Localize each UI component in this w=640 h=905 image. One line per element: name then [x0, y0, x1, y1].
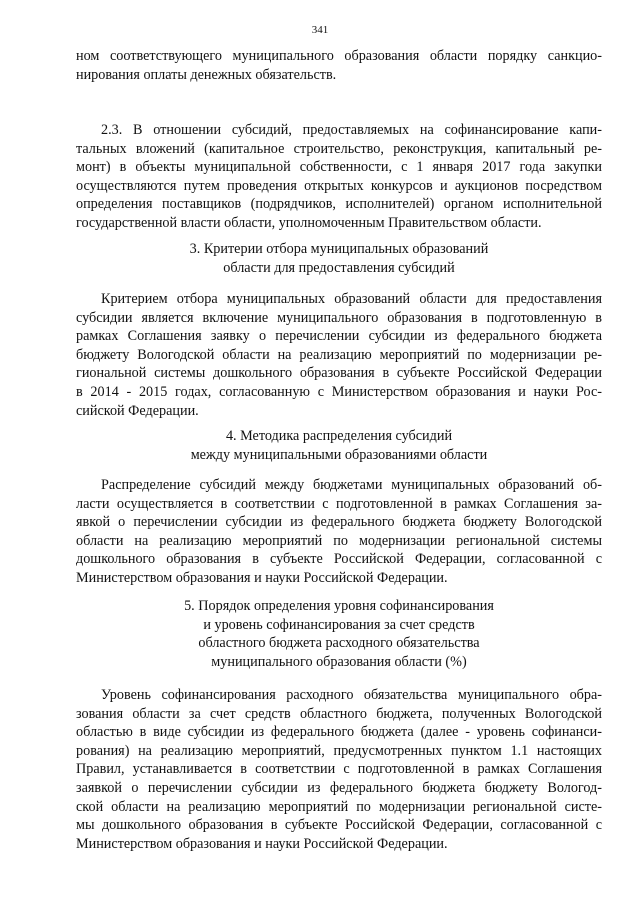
text-line: ном соответствующего муниципального образования области порядку санкцио-	[76, 48, 602, 64]
text-line: зования области за счет средств областного бюджета, полученных Вологодской	[76, 705, 602, 722]
text-line: гиональной системы дошкольного образования в субъекте Российской Федерации	[76, 365, 602, 382]
heading-line: муниципального образования области (%)	[211, 653, 467, 670]
text-line: в 2014 - 2015 годах, согласованную с Министерством образования и науки Рос-	[76, 383, 602, 400]
text-line: осуществляются путем проведения открытых конкурсов и аукционов посредством	[76, 177, 602, 194]
text-line: сийской Федерации.	[76, 402, 199, 419]
heading-line: области для предоставления субсидий	[223, 259, 455, 276]
heading-line: 3. Критерии отбора муниципальных образований	[189, 241, 489, 257]
text-line: государственной власти области, уполномоченным Правительством области.	[76, 214, 542, 231]
paragraph-2-3	[76, 121, 602, 233]
text-line: Министерством образования и науки Российской Федерации.	[76, 569, 448, 586]
text-line: явкой о перечислении субсидии из федерального бюджета бюджету Вологодской	[76, 514, 602, 531]
paragraph-intro	[76, 47, 602, 84]
section-heading-3	[76, 240, 602, 277]
text-line: Правил, устанавливается в соответствии с подготовленной в рамках Соглашения	[76, 761, 602, 778]
heading-line: 5. Порядок определения уровня софинансирования	[184, 598, 494, 614]
text-line: рования) на реализацию мероприятий, предусмотренных пунктом 1.1 настоящих	[76, 742, 602, 759]
text-line: ласти осуществляется в соответствии с подготовленной в рамках Соглашения за-	[76, 495, 602, 512]
heading-line: областного бюджета расходного обязательства	[198, 635, 480, 652]
text-line: Критерием отбора муниципальных образований области для предоставления	[101, 291, 602, 307]
heading-line: и уровень софинансирования за счет средств	[203, 616, 475, 633]
text-line: тальных вложений (капитальное строительство, реконструкция, капитальный ре-	[76, 140, 602, 157]
text-line: Распределение субсидий между бюджетами муниципальных образований об-	[101, 477, 602, 493]
paragraph-3	[76, 290, 602, 420]
text-line: определения поставщиков (подрядчиков, исполнителей) органом исполнительной	[76, 196, 602, 213]
text-line: субсидии является включение муниципального образования в подготовленную в	[76, 309, 602, 326]
paragraph-4	[76, 476, 602, 588]
heading-line: 4. Методика распределения субсидий	[225, 428, 453, 444]
section-heading-5	[76, 597, 602, 671]
text-line: Уровень софинансирования расходного обязательства муниципального обра-	[101, 687, 602, 703]
text-line: области на реализацию мероприятий по модернизации региональной системы	[76, 532, 602, 549]
text-line: Министерством образования и науки Российской Федерации.	[76, 835, 448, 852]
text-line: рамках Соглашения заявку о перечислении субсидии из федерального бюджета	[76, 328, 602, 345]
text-line: областью в виде субсидии из федерального бюджета (далее - уровень софинанси-	[76, 724, 602, 741]
section-heading-4	[76, 427, 602, 464]
heading-line: между муниципальными образованиями области	[190, 446, 488, 463]
text-line: монт) в объекты муниципальной собственности, с 1 января 2017 года закупки	[76, 159, 602, 176]
page-number: 341	[311, 24, 329, 36]
text-line: 2.3. В отношении субсидий, предоставляемых на софинансирование капи-	[101, 122, 602, 138]
text-line: нирования оплаты денежных обязательств.	[76, 66, 337, 83]
text-line: заявкой о перечислении субсидии из федерального бюджета бюджету Вологод-	[76, 779, 602, 796]
text-line: дошкольного образования в субъекте Российской Федерации, согласованной с	[76, 551, 602, 568]
text-line: мы дошкольного образования в субъекте Российской Федерации, согласованной с	[76, 817, 602, 834]
paragraph-5	[76, 686, 602, 853]
text-line: бюджету Вологодской области на реализацию мероприятий по модернизации ре-	[76, 346, 602, 363]
text-line: ской области на реализацию мероприятий по модернизации региональной систе-	[76, 798, 602, 815]
